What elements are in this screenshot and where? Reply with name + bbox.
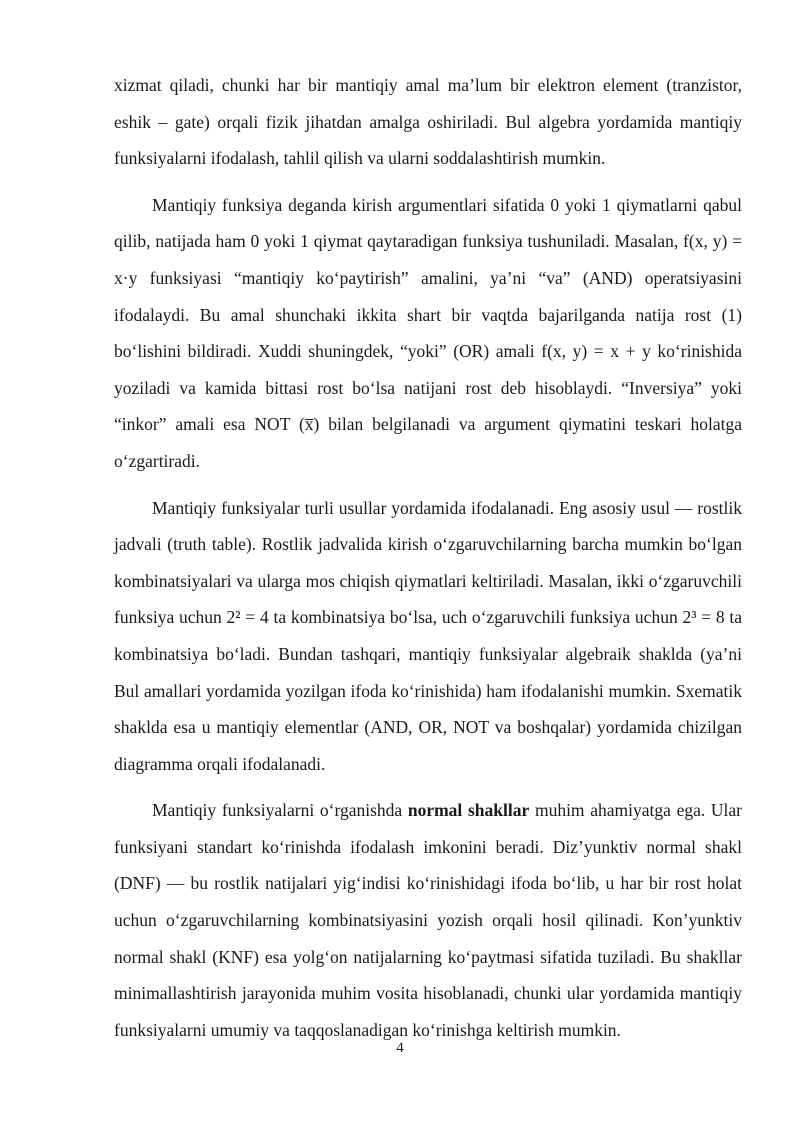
paragraph-2: Mantiqiy funksiya deganda kirish argumentlari sifatida 0 yoki 1 qiymatlarni qabul qilib, natijada ham 0 yoki 1 qiymat qaytaradigan funksiya tushuniladi. Masalan, f(x, y) = x·y funksiyasi “mantiqiy ko‘paytirish” amalini, ya’ni “va” (AND) operatsiyasini ifodalaydi. Bu amal shunchaki ikkita shart bir vaqtda bajarilganda natija rost (1) bo‘lishini bildiradi. Xuddi shuningdek, “yoki” (OR) amali f(x, y) = x + y ko‘rinishida yoziladi va kamida bittasi rost bo‘lsa natijani rost deb hisoblaydi. “Inversiya” yoki “inkor” amali esa NOT (x̅) bilan belgilanadi va argument qiymatini teskari holatga o‘zgartiradi. [114,194,742,471]
paragraph-4-bold-term: normal shakllar [407,800,530,821]
page-number: 4 [396,1040,404,1056]
document-page [114,67,742,1048]
paragraph-1: xizmat qiladi, chunki har bir mantiqiy amal ma’lum bir elektron element (tranzistor, eshik – gate) orqali fizik jihatdan amalga oshiriladi. Bul algebra yordamida mantiqiy funksiyalarni ifodalash, tahlil qilish va ularni soddalashtirish mumkin. [114,75,742,169]
paragraph-3: Mantiqiy funksiyalar turli usullar yordamida ifodalanadi. Eng asosiy usul — rostlik jadvali (truth table). Rostlik jadvalida kirish o‘zgaruvchilarning barcha mumkin bo‘lgan kombinatsiyalari va ularga mos chiqish qiymatlari keltiriladi. Masalan, ikki o‘zgaruvchili funksiya uchun 2² = 4 ta kombinatsiya bo‘lsa, uch o‘zgaruvchili funksiya uchun 2³ = 8 ta kombinatsiya bo‘ladi. Bundan tashqari, mantiqiy funksiyalar algebraik shaklda (ya’ni Bul amallari yordamida yozilgan ifoda ko‘rinishida) ham ifodalanishi mumkin. Sxematik shaklda esa u mantiqiy elementlar (AND, OR, NOT va boshqalar) yordamida chizilgan diagramma orqali ifodalanadi. [114,497,742,774]
paragraph-4-intro: Mantiqiy funksiyalarni o‘rganishda [152,800,408,821]
paragraph-4-rest: muhim ahamiyatga ega. Ular funksiyani standart ko‘rinishda ifodalash imkonini beradi. Diz’yunktiv normal shakl (DNF) — bu rostlik natijalari yig‘indisi ko‘rinishidagi ifoda bo‘lib, u har bir rost holat uchun o‘zgaruvchilarning kombinatsiyasini yozish orqali hosil qilinadi. Kon’yunktiv normal shakl (KNF) esa yolg‘on natijalarning ko‘paytmasi sifatida tuziladi. Bu shakllar minimallashtirish jarayonida muhim vosita hisoblanadi, chunki ular yordamida mantiqiy funksiyalarni umumiy va taqqoslanadigan ko‘rinishga keltirish mumkin. [114,800,743,1040]
paragraph-4 [114,792,742,1048]
